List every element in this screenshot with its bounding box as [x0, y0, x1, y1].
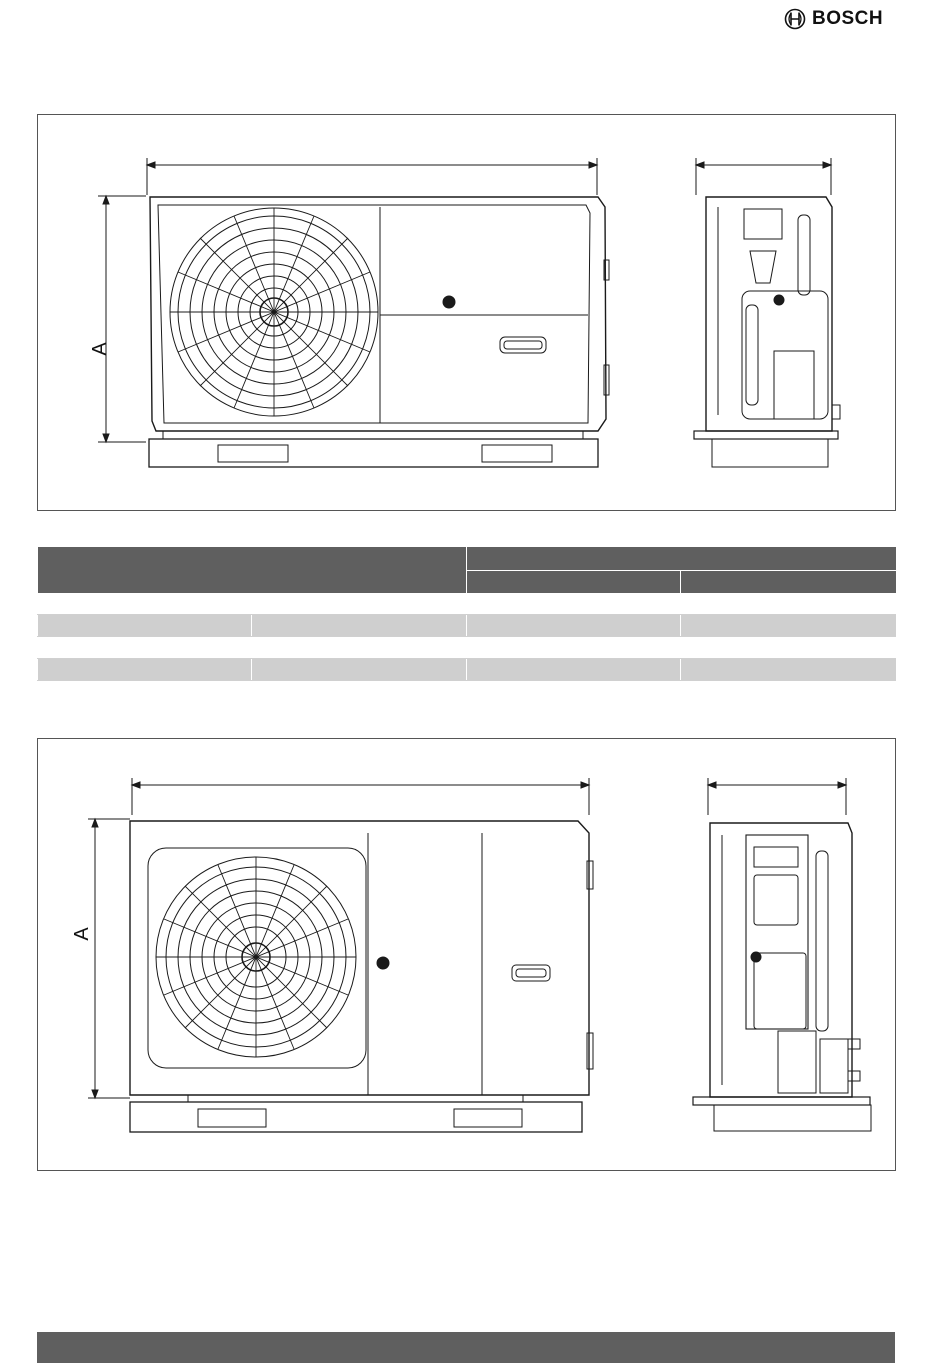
bosch-armature-icon [784, 8, 806, 30]
table-subheader [467, 571, 681, 594]
table-cell [681, 593, 896, 615]
table-cell [467, 615, 681, 637]
dimension-label-a: A [89, 342, 111, 356]
dimensions-table [37, 547, 896, 681]
table-cell [252, 659, 467, 681]
dimension-drawing-top [37, 114, 896, 511]
table-cell [681, 615, 896, 637]
footer-bar [37, 1332, 895, 1363]
brand-name: BOSCH [812, 8, 884, 29]
table-cell [38, 659, 252, 681]
table-cell [252, 593, 467, 615]
heat-pump-drawing-top [38, 115, 895, 510]
table-row [38, 659, 896, 681]
table-cell [38, 615, 252, 637]
table-row [38, 593, 896, 615]
dimension-label-a: A [71, 927, 93, 941]
table-cell [38, 593, 252, 615]
table-cell [467, 637, 681, 659]
table-subheader [681, 571, 896, 594]
dimension-drawing-bottom [37, 738, 896, 1171]
table-row [38, 615, 896, 637]
table-row [38, 637, 896, 659]
table-cell [467, 659, 681, 681]
table-cell [252, 615, 467, 637]
table-header-left [38, 547, 467, 593]
heat-pump-drawing-bottom [38, 739, 895, 1170]
brand-logo [784, 8, 883, 30]
table-cell [681, 659, 896, 681]
table-cell [681, 637, 896, 659]
table-cell [467, 593, 681, 615]
table-cell [252, 637, 467, 659]
table-header-group [467, 547, 896, 571]
table-cell [38, 637, 252, 659]
